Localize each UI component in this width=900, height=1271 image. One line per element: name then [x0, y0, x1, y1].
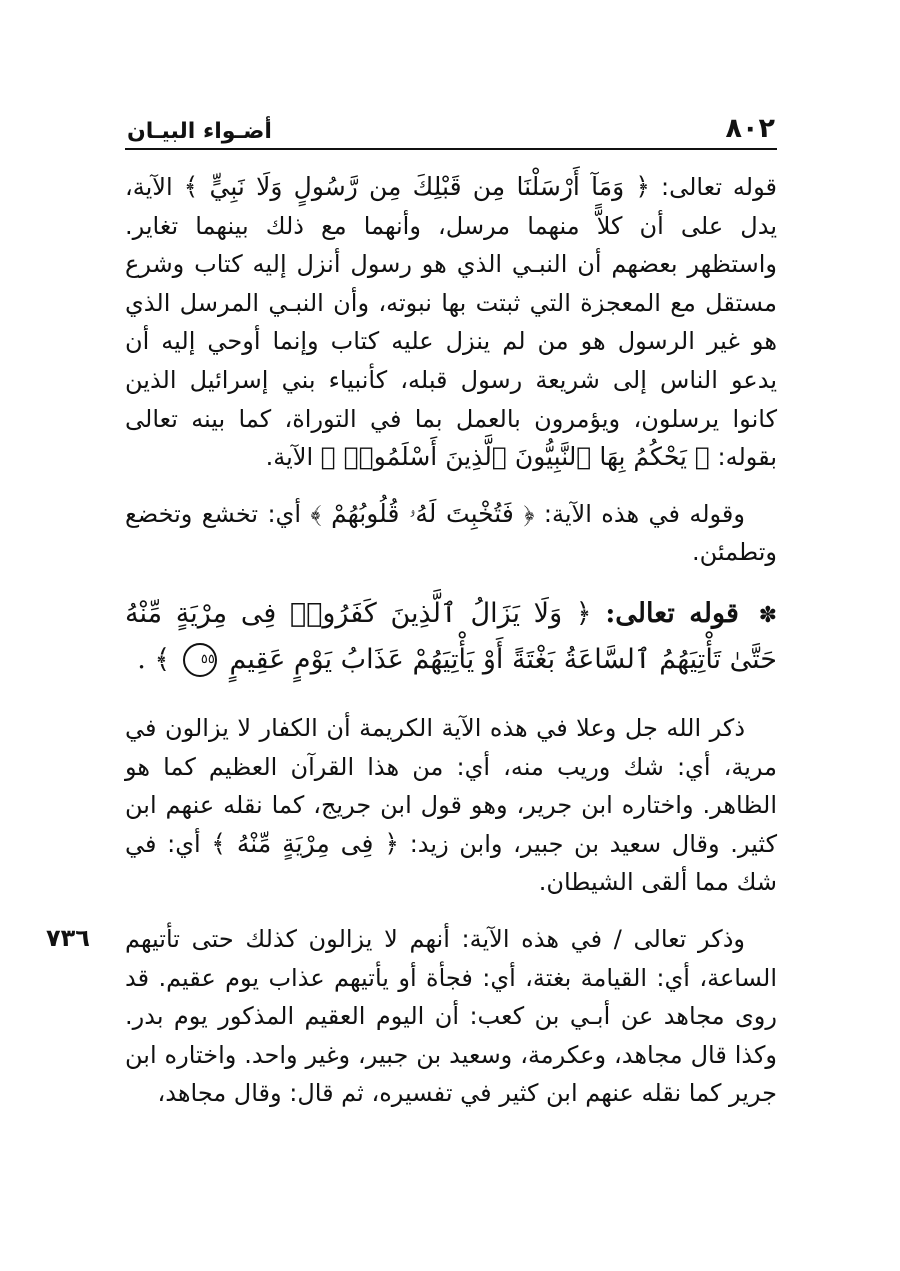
paragraph-3: [125, 709, 777, 902]
quran-quote: ﴿ فَتُخْبِتَ لَهُۥ قُلُوبُهُمْ ﴾: [310, 498, 535, 528]
quran-quote: ﴿ وَمَآ أَرْسَلْنَا مِن قَبْلِكَ مِن رَّسُولٍ وَلَا نَبِيٍّ ﴾: [183, 172, 651, 201]
paragraph-1-tail: الآية.: [265, 443, 314, 472]
body-text: [125, 168, 777, 1113]
margin-page-reference: ٧٣٦: [46, 924, 90, 952]
paragraph-1-lead: قوله تعالى:: [661, 173, 777, 201]
star-icon: ✽: [758, 602, 777, 628]
ayah-number-marker: ٥٥: [183, 643, 217, 677]
quran-quote: ﴿ فِى مِرْيَةٍ مِّنْهُ ﴾: [211, 828, 400, 858]
running-header: [125, 110, 777, 150]
book-title: أضـواء البيـان: [127, 119, 272, 144]
quran-close-brace: ﴾ .: [137, 643, 171, 675]
paragraph-4: [125, 920, 777, 1113]
paragraph-3-tail: أي: في شك مما ألقى الشيطان.: [125, 829, 777, 897]
quran-quote: ﴿ يَحْكُمُ بِهَا ٱلنَّبِيُّونَ ٱلَّذِينَ أَسْلَمُوا۟ ﴾: [320, 442, 710, 472]
paragraph-4-body: وذكر تعالى / في هذه الآية: أنهم لا يزالون كذلك حتى تأتيهم الساعة، أي: القيامة بغتة، أي: فجأة أو يأتيهم عذاب يوم عقيم. قد روى مجاهد عن أبـي بن كعب: أن اليوم العقيم المذكور يوم بدر. وكذا قال مجاهد، وعكرمة، وسعيد بن جبير، وغير واحد. واختاره ابن جرير كما نقله عنهم ابن كثير في تفسيره، ثم قال: وقال مجاهد،: [125, 924, 777, 1108]
paragraph-1-body: الآية، يدل على أن كلاًّ منهما مرسل، وأنهما مع ذلك بينهما تغاير. واستظهر بعضهم أن النبـي الذي هو رسول أنزل إليه كتاب وشرع مستقل مع المعجزة التي ثبتت بها نبوته، وأن النبـي المرسل الذي هو غير الرسول هو من لم ينزل عليه كتاب وإنما أوحي إليه أن يدعو الناس إلى شريعة رسول قبله، كأنبياء بني إسرائيل الذين كانوا يرسلون، ويؤمرون بالعمل بما في التوراة، كما بينه تعالى بقوله:: [125, 173, 777, 472]
document-page: [125, 110, 777, 1113]
paragraph-2-lead: وقوله في هذه الآية:: [543, 499, 745, 528]
paragraph-1: [125, 168, 777, 477]
paragraph-3-body: ذكر الله جل وعلا في هذه الآية الكريمة أن الكفار لا يزالون في مرية، أي: شك وريب منه، أي: من هذا القرآن العظيم كما هو الظاهر. واختاره ابن جرير، وهو قول ابن جريج، كما نقله عنهم ابن كثير. وقال سعيد بن جبير، وابن زيد:: [125, 713, 778, 858]
page-number: ٨٠٢: [725, 113, 775, 144]
quran-quote: ﴿ وَلَا يَزَالُ ٱلَّذِينَ كَفَرُوا۟ فِى مِرْيَةٍ مِّنْهُ حَتَّىٰ تَأْتِيَهُمُ ٱلسَّاعَةُ بَغْتَةً أَوْ يَأْتِيَهُمْ عَذَابُ يَوْمٍ عَقِيمٍ: [125, 597, 777, 675]
verse-heading: [125, 592, 777, 682]
paragraph-2-body: أي: تخشع وتخضع وتطمئن.: [125, 499, 777, 567]
verse-heading-label: قوله تعالى:: [605, 597, 739, 629]
paragraph-2: [125, 495, 777, 572]
